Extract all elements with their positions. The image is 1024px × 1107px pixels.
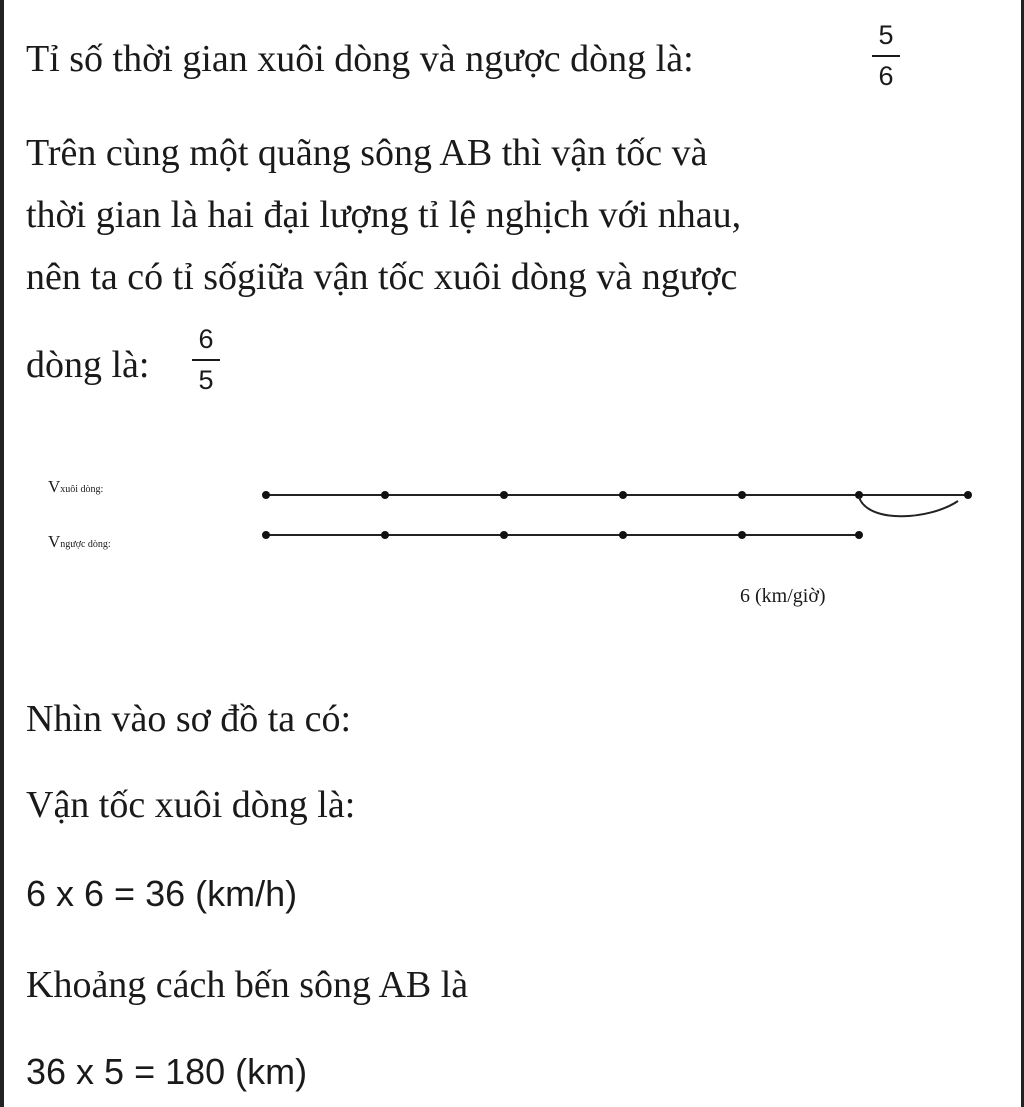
fraction-numerator: 5 [878,20,894,50]
label-downstream-sub: xuôi dòng: [60,484,104,495]
calc-distance: 36 x 5 = 180 (km) [26,1051,308,1092]
calc-downstream-speed: 6 x 6 = 36 (km/h) [26,873,298,914]
fraction-numerator: 6 [198,324,214,354]
text-line-ratio-time: Tỉ số thời gian xuôi dòng và ngược dòng là: [26,38,694,80]
downstream-point [381,491,389,499]
text-line-distance-ab: Khoảng cách bến sông AB là [26,964,469,1006]
downstream-point [262,491,270,499]
upstream-point [619,531,627,539]
upstream-point [855,531,863,539]
text-line-look-at-diagram: Nhìn vào sơ đồ ta có: [26,698,352,740]
downstream-point [964,491,972,499]
downstream-point [619,491,627,499]
fraction-denominator: 6 [878,61,894,91]
text-line-downstream-speed: Vận tốc xuôi dòng là: [26,784,356,826]
label-upstream-sub: ngược dòng: [60,539,111,550]
upstream-point [500,531,508,539]
upstream-point [381,531,389,539]
label-v-letter: V [48,532,61,551]
difference-label: 6 (km/giờ) [740,585,826,607]
upstream-point [262,531,270,539]
fraction-denominator: 5 [198,365,214,395]
label-v-letter: V [48,477,61,496]
text-line-river-ab: Trên cùng một quãng sông AB thì vận tốc và [26,132,708,174]
text-line-inverse-proportion: thời gian là hai đại lượng tỉ lệ nghịch với nhau, [26,194,742,236]
upstream-point [738,531,746,539]
text-line-speed-ratio: nên ta có tỉ sốgiữa vận tốc xuôi dòng và ngược [26,256,738,298]
difference-brace [859,497,958,516]
downstream-point [738,491,746,499]
downstream-point [500,491,508,499]
text-line-stream-is: dòng là: [26,344,150,386]
